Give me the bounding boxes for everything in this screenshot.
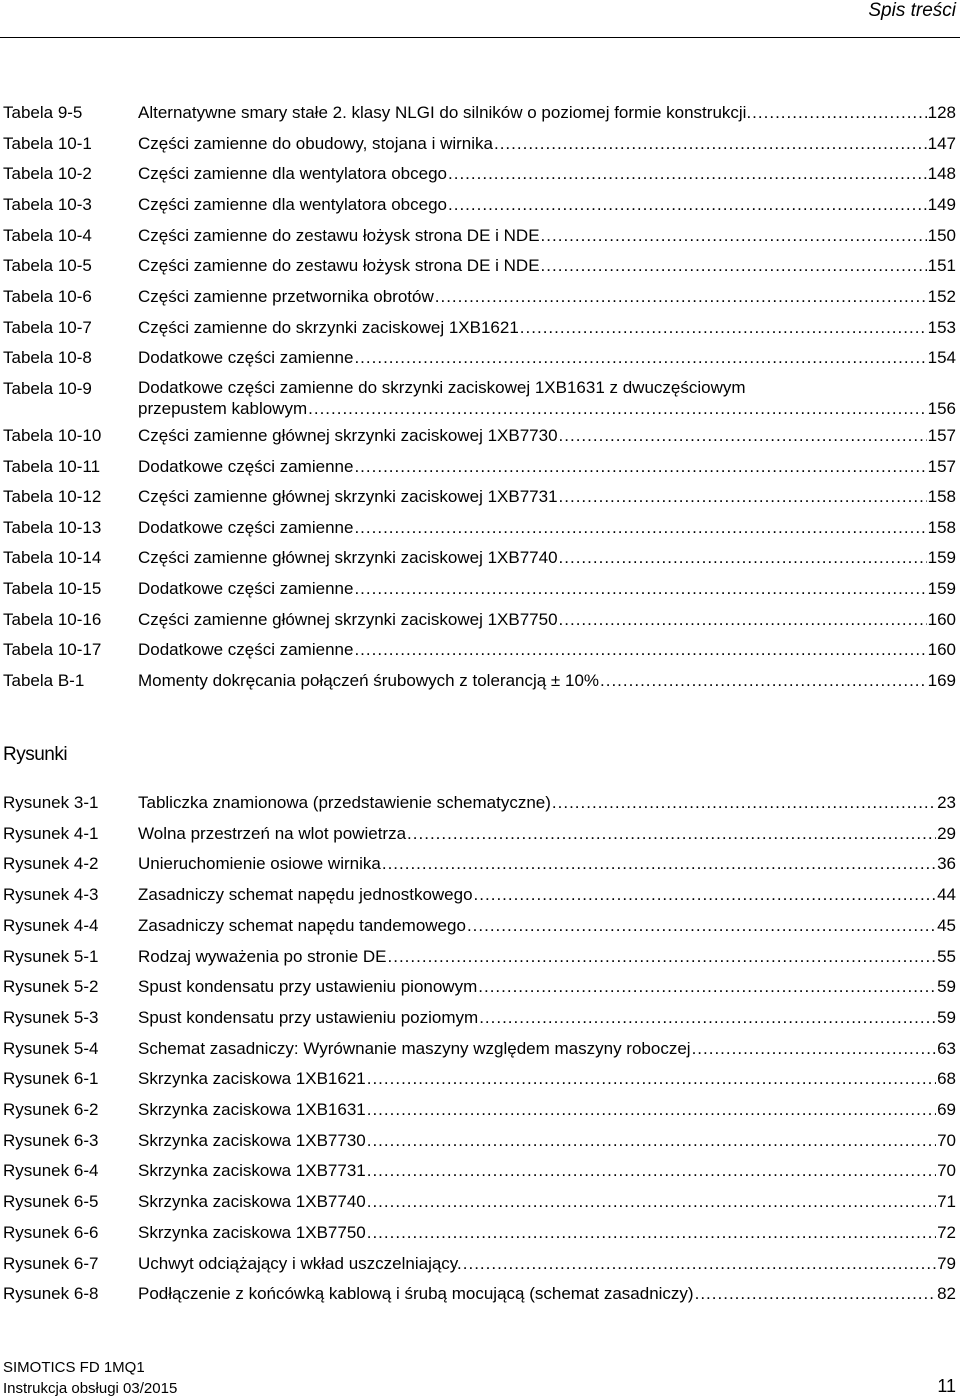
toc-entry-page: 82: [937, 1284, 956, 1304]
dot-leader: [354, 578, 926, 600]
toc-entry[interactable]: [3, 456, 956, 480]
toc-entry-title: Części zamienne dla wentylatora obcego: [138, 194, 448, 214]
toc-entry-body: [138, 255, 956, 277]
toc-entry[interactable]: [3, 915, 956, 939]
toc-entry-title: Dodatkowe części zamienne: [138, 456, 354, 476]
toc-entry-title: Części zamienne do obudowy, stojana i wirnika: [138, 133, 493, 153]
toc-entry-page: 29: [937, 823, 956, 843]
toc-entry[interactable]: [3, 976, 956, 1000]
toc-entry-body: [138, 486, 956, 508]
toc-entry-page: 128: [927, 103, 956, 122]
toc-entry-body: [138, 1160, 956, 1182]
toc-entry-body: [138, 194, 956, 216]
toc-entry-line: [138, 1222, 956, 1244]
toc-entry-label: Tabela 10-16: [3, 609, 102, 629]
toc-entry-body: [138, 347, 956, 369]
dot-leader: [308, 398, 927, 420]
toc-entry-label: Tabela 10-8: [3, 348, 92, 368]
toc-entry-title: Podłączenie z końcówką kablową i śrubą mocującą (schemat zasadniczy): [138, 1284, 694, 1304]
toc-entry-body: [138, 317, 956, 339]
toc-entry-line: [138, 823, 956, 845]
dot-leader: [479, 1007, 936, 1029]
toc-entry-body: [138, 547, 956, 569]
toc-entry-page: 72: [937, 1222, 956, 1242]
dot-leader: [541, 255, 927, 277]
toc-entry[interactable]: [3, 133, 956, 157]
toc-entry[interactable]: [3, 347, 956, 371]
toc-entry-page: 59: [937, 977, 956, 997]
toc-entry[interactable]: [3, 609, 956, 633]
toc-entry[interactable]: [3, 1130, 956, 1154]
toc-entry-label: Rysunek 5-3: [3, 1007, 99, 1027]
toc-entry-body: [138, 1007, 956, 1029]
toc-entry-title: Części zamienne głównej skrzynki zaciskowej 1XB7731: [138, 487, 558, 507]
toc-entry-body: [138, 853, 956, 875]
toc-entry[interactable]: [3, 378, 956, 422]
dot-leader: [388, 946, 937, 968]
toc-entry-title: Momenty dokręcania połączeń śrubowych z tolerancją ± 10%: [138, 671, 600, 691]
dot-leader: [463, 1253, 936, 1275]
toc-entry-page: 153: [927, 317, 956, 337]
toc-entry[interactable]: [3, 792, 956, 816]
toc-entry-line: [138, 1130, 956, 1152]
toc-entry-line: [138, 1099, 956, 1121]
dot-leader: [695, 1283, 936, 1305]
toc-entry-page: 149: [927, 194, 956, 214]
toc-entry-label: Rysunek 5-1: [3, 946, 99, 966]
toc-entry-label: Tabela 9-5: [3, 103, 83, 122]
toc-entry[interactable]: [3, 517, 956, 541]
toc-entry-body: [138, 1099, 956, 1121]
toc-entry-line: [138, 456, 956, 478]
figures-section-heading: Rysunki: [3, 744, 68, 765]
toc-entry-title: Rodzaj wyważenia po stronie DE: [138, 946, 387, 966]
toc-entry-label: Rysunek 3-1: [3, 793, 99, 812]
toc-entry-label: Tabela 10-10: [3, 425, 102, 445]
dot-leader: [467, 915, 936, 937]
toc-entry-label: Rysunek 6-6: [3, 1222, 99, 1242]
toc-entry-label: Tabela 10-7: [3, 317, 92, 337]
dot-leader: [367, 1068, 936, 1090]
dot-leader: [559, 547, 927, 569]
toc-entry-body: [138, 225, 956, 247]
toc-entry-page: 160: [927, 609, 956, 629]
dot-leader: [552, 792, 936, 814]
toc-entry-title: Części zamienne dla wentylatora obcego: [138, 164, 448, 184]
toc-entry-title: Skrzynka zaciskowa 1XB1631: [138, 1100, 366, 1119]
toc-entry-line: [138, 1038, 956, 1060]
toc-entry-title: przepustem kablowym: [138, 398, 308, 418]
toc-entry-body: [138, 1038, 956, 1060]
toc-entry[interactable]: [3, 425, 956, 449]
toc-entry-title: Skrzynka zaciskowa 1XB1621: [138, 1069, 366, 1089]
toc-entry-body: [138, 1283, 956, 1305]
dot-leader: [494, 133, 927, 155]
dot-leader: [474, 884, 937, 906]
toc-entry-page: 69: [937, 1100, 956, 1119]
toc-entry-label: Rysunek 5-2: [3, 977, 99, 997]
toc-entry-title: Skrzynka zaciskowa 1XB7731: [138, 1161, 366, 1181]
dot-leader: [382, 853, 936, 875]
footer-manual: Instrukcja obsługi 03/2015: [3, 1380, 178, 1396]
toc-entry-label: Rysunek 5-4: [3, 1038, 99, 1058]
footer-product: SIMOTICS FD 1MQ1: [3, 1359, 145, 1376]
toc-entry-title: Części zamienne głównej skrzynki zaciskowej 1XB7750: [138, 609, 558, 629]
toc-entry-line: [138, 609, 956, 631]
toc-entry-page: 70: [937, 1130, 956, 1150]
toc-entry-line: [138, 225, 956, 247]
toc-entry[interactable]: [3, 194, 956, 218]
toc-entry[interactable]: [3, 1191, 956, 1215]
toc-entry-label: Tabela 10-15: [3, 579, 102, 599]
toc-entry-body: [138, 163, 956, 185]
toc-entry-body: [138, 670, 956, 692]
toc-entry[interactable]: [3, 1099, 956, 1123]
toc-entry-label: Rysunek 6-8: [3, 1284, 99, 1304]
toc-entry-page: 63: [937, 1038, 956, 1058]
toc-entry[interactable]: [3, 286, 956, 310]
toc-entry[interactable]: [3, 1253, 956, 1277]
toc-entry-label: Rysunek 6-1: [3, 1069, 99, 1089]
toc-entry[interactable]: [3, 853, 956, 877]
toc-entry-page: 169: [927, 671, 956, 691]
toc-entry-line: [138, 398, 956, 420]
dot-leader: [354, 456, 926, 478]
dot-leader: [600, 670, 927, 692]
toc-entry-body: [138, 286, 956, 308]
toc-entry[interactable]: [3, 255, 956, 279]
toc-entry-body: [138, 792, 956, 814]
toc-entry-body: [138, 823, 956, 845]
toc-entry-page: 59: [937, 1007, 956, 1027]
toc-entry[interactable]: [3, 1222, 956, 1246]
toc-entry-label: Tabela 10-4: [3, 225, 92, 245]
toc-entry[interactable]: [3, 163, 956, 187]
toc-entry-line: [138, 425, 956, 447]
dot-leader: [559, 486, 927, 508]
toc-entry[interactable]: [3, 1283, 956, 1307]
toc-entry-line: [138, 286, 956, 308]
toc-entry-label: Tabela 10-12: [3, 487, 102, 507]
dot-leader: [478, 976, 936, 998]
toc-entry-title: Schemat zasadniczy: Wyrównanie maszyny względem maszyny roboczej: [138, 1038, 691, 1058]
toc-entry-line: [138, 578, 956, 600]
toc-entry-title: Uchwyt odciążający i wkład uszczelniający.: [138, 1253, 462, 1273]
toc-entry-page: 158: [927, 517, 956, 537]
toc-entry-page: 148: [927, 164, 956, 184]
toc-entry-label: Rysunek 4-1: [3, 823, 99, 843]
toc-entry-line: [138, 915, 956, 937]
toc-entry-body: [138, 915, 956, 937]
toc-entry-line: [138, 639, 956, 661]
toc-entry[interactable]: [3, 639, 956, 663]
toc-entry-label: Tabela 10-5: [3, 256, 92, 276]
toc-entry-label: Rysunek 6-7: [3, 1253, 99, 1273]
toc-entry-title: Części zamienne do zestawu łożysk strona DE i NDE: [138, 256, 540, 276]
toc-entry-page: 157: [927, 425, 956, 445]
toc-entry[interactable]: [3, 317, 956, 341]
toc-entry-title-line: Dodatkowe części zamienne do skrzynki zaciskowej 1XB1631 z dwuczęściowym: [138, 377, 746, 397]
toc-entry-line: [138, 1007, 956, 1029]
toc-entry-line: [138, 884, 956, 906]
toc-entry-body: [138, 425, 956, 447]
toc-entry-line: [138, 1068, 956, 1090]
toc-entry-title: Części zamienne do zestawu łożysk strona DE i NDE: [138, 225, 540, 245]
toc-entry-title: Części zamienne głównej skrzynki zaciskowej 1XB7740: [138, 548, 558, 568]
toc-entry[interactable]: [3, 547, 956, 571]
toc-entry-line: [138, 976, 956, 998]
toc-entry-body: [138, 102, 956, 124]
dot-leader: [559, 425, 927, 447]
toc-entry-title: Skrzynka zaciskowa 1XB7750: [138, 1222, 366, 1242]
dot-leader: [692, 1038, 937, 1060]
toc-entry-body: [138, 1130, 956, 1152]
toc-entry-title: Dodatkowe części zamienne: [138, 640, 354, 660]
toc-entry-title: Tabliczka znamionowa (przedstawienie schematyczne): [138, 793, 551, 812]
toc-entry-title: Części zamienne głównej skrzynki zaciskowej 1XB7730: [138, 425, 558, 445]
toc-entry-label: Tabela 10-2: [3, 164, 92, 184]
toc-entry-line: [138, 347, 956, 369]
dot-leader: [367, 1130, 936, 1152]
toc-entry[interactable]: [3, 670, 956, 694]
toc-entry-page: 159: [927, 579, 956, 599]
dot-leader: [752, 102, 926, 124]
toc-entry[interactable]: [3, 1038, 956, 1062]
toc-entry-line: [138, 163, 956, 185]
toc-entry-page: 157: [927, 456, 956, 476]
toc-entry-body: [138, 517, 956, 539]
toc-entry-title: Skrzynka zaciskowa 1XB7740: [138, 1192, 366, 1212]
toc-entry-label: Rysunek 6-3: [3, 1130, 99, 1150]
dot-leader: [448, 163, 927, 185]
toc-entry-line: [138, 792, 956, 814]
toc-entry-body: [138, 1191, 956, 1213]
toc-entry-body: [138, 609, 956, 631]
toc-entry-label: Rysunek 4-2: [3, 854, 99, 874]
toc-entry-line: [138, 517, 956, 539]
dot-leader: [541, 225, 927, 247]
header-divider: [0, 37, 960, 38]
toc-entry-body: [138, 378, 956, 420]
toc-entry-page: 156: [927, 398, 956, 418]
toc-entry-title: Unieruchomienie osiowe wirnika: [138, 854, 381, 874]
toc-entry[interactable]: [3, 884, 956, 908]
toc-entry-page: 44: [937, 885, 956, 905]
toc-entry-title: Skrzynka zaciskowa 1XB7730: [138, 1130, 366, 1150]
toc-entry-line: [138, 670, 956, 692]
toc-entry[interactable]: [3, 946, 956, 970]
toc-entry-page: 151: [927, 256, 956, 276]
toc-entry-line: [138, 1160, 956, 1182]
toc-entry-title: Zasadniczy schemat napędu jednostkowego: [138, 885, 473, 905]
toc-entry-page: 23: [937, 793, 956, 812]
toc-entry-body: [138, 1068, 956, 1090]
toc-entry-page: 160: [927, 640, 956, 660]
toc-entry-label: Tabela 10-9: [3, 378, 92, 398]
dot-leader: [520, 317, 927, 339]
toc-entry-body: [138, 946, 956, 968]
header-title: Spis treści: [868, 0, 956, 21]
dot-leader: [367, 1099, 936, 1121]
toc-entry-title: Wolna przestrzeń na wlot powietrza: [138, 823, 407, 843]
toc-entry-label: Tabela 10-6: [3, 286, 92, 306]
toc-entry-label: Rysunek 4-4: [3, 915, 99, 935]
toc-entry-page: 36: [937, 854, 956, 874]
dot-leader: [367, 1222, 936, 1244]
toc-entry-page: 68: [937, 1069, 956, 1089]
dot-leader: [367, 1160, 936, 1182]
dot-leader: [354, 347, 926, 369]
toc-entry-body: [138, 578, 956, 600]
toc-entry[interactable]: [3, 823, 956, 847]
toc-entry-page: 150: [927, 225, 956, 245]
toc-entry-label: Tabela 10-14: [3, 548, 102, 568]
toc-entry-title: Zasadniczy schemat napędu tandemowego: [138, 915, 466, 935]
toc-entry-label: Tabela 10-1: [3, 133, 92, 153]
toc-entry-page: 45: [937, 915, 956, 935]
toc-entry-title: Alternatywne smary stałe 2. klasy NLGI do silników o poziomej formie konstrukcji.: [138, 103, 752, 122]
toc-entry-line: [138, 946, 956, 968]
toc-entry-line: [138, 1283, 956, 1305]
toc-entry-label: Rysunek 6-2: [3, 1100, 99, 1119]
toc-entry-line: [138, 1253, 956, 1275]
toc-entry-line: [138, 194, 956, 216]
toc-entry-page: 158: [927, 487, 956, 507]
toc-entry-line: [138, 133, 956, 155]
toc-entry[interactable]: [3, 1160, 956, 1184]
toc-entry-label: Tabela 10-3: [3, 194, 92, 214]
toc-entry[interactable]: [3, 1068, 956, 1092]
toc-entry[interactable]: [3, 1007, 956, 1031]
toc-entry-page: 159: [927, 548, 956, 568]
toc-entry-body: [138, 884, 956, 906]
dot-leader: [354, 639, 926, 661]
toc-entry-page: 55: [937, 946, 956, 966]
toc-entry-body: [138, 133, 956, 155]
footer-document-info: [3, 1357, 177, 1396]
toc-entry-body: [138, 976, 956, 998]
toc-entry[interactable]: [3, 225, 956, 249]
dot-leader: [367, 1191, 936, 1213]
toc-entry-page: 79: [937, 1253, 956, 1273]
toc-entry-title: Spust kondensatu przy ustawieniu pionowym: [138, 977, 478, 997]
toc-entry-line: [138, 547, 956, 569]
toc-entry-body: [138, 639, 956, 661]
dot-leader: [559, 609, 927, 631]
toc-entry-line: [138, 853, 956, 875]
toc-entry-title: Części zamienne przetwornika obrotów: [138, 286, 434, 306]
toc-entry-body: [138, 456, 956, 478]
toc-entry-label: Rysunek 4-3: [3, 885, 99, 905]
toc-entry-label: Tabela 10-13: [3, 517, 102, 537]
toc-entry-page: 152: [927, 286, 956, 306]
toc-entry-line: [138, 317, 956, 339]
toc-entry-body: [138, 1222, 956, 1244]
toc-entry-title: Dodatkowe części zamienne: [138, 517, 354, 537]
toc-entry-page: 147: [927, 133, 956, 153]
toc-entry-label: Rysunek 6-4: [3, 1161, 99, 1181]
toc-entry-title: Dodatkowe części zamienne: [138, 348, 354, 368]
toc-entry-title: Części zamienne do skrzynki zaciskowej 1XB1621: [138, 317, 519, 337]
toc-entry[interactable]: [3, 486, 956, 510]
toc-entry-line: [138, 486, 956, 508]
toc-entry-label: Tabela B-1: [3, 671, 85, 691]
dot-leader: [407, 823, 936, 845]
toc-entry-label: Rysunek 6-5: [3, 1192, 99, 1212]
toc-entry-line: [138, 1191, 956, 1213]
toc-entry[interactable]: [3, 578, 956, 602]
dot-leader: [354, 517, 926, 539]
toc-entry-label: Tabela 10-17: [3, 640, 102, 660]
toc-entry-line: [138, 255, 956, 277]
toc-entry[interactable]: [3, 102, 956, 126]
dot-leader: [448, 194, 927, 216]
toc-entry-label: Tabela 10-11: [3, 456, 101, 476]
toc-entry-page: 154: [927, 348, 956, 368]
footer-page-number: 11: [937, 1376, 956, 1396]
toc-entry-line: [138, 102, 956, 124]
dot-leader: [435, 286, 927, 308]
toc-entry-page: 70: [937, 1161, 956, 1181]
toc-entry-body: [138, 1253, 956, 1275]
toc-entry-page: 71: [937, 1192, 956, 1212]
toc-entry-title: Spust kondensatu przy ustawieniu poziomym: [138, 1007, 479, 1027]
toc-entry-title: Dodatkowe części zamienne: [138, 579, 354, 599]
